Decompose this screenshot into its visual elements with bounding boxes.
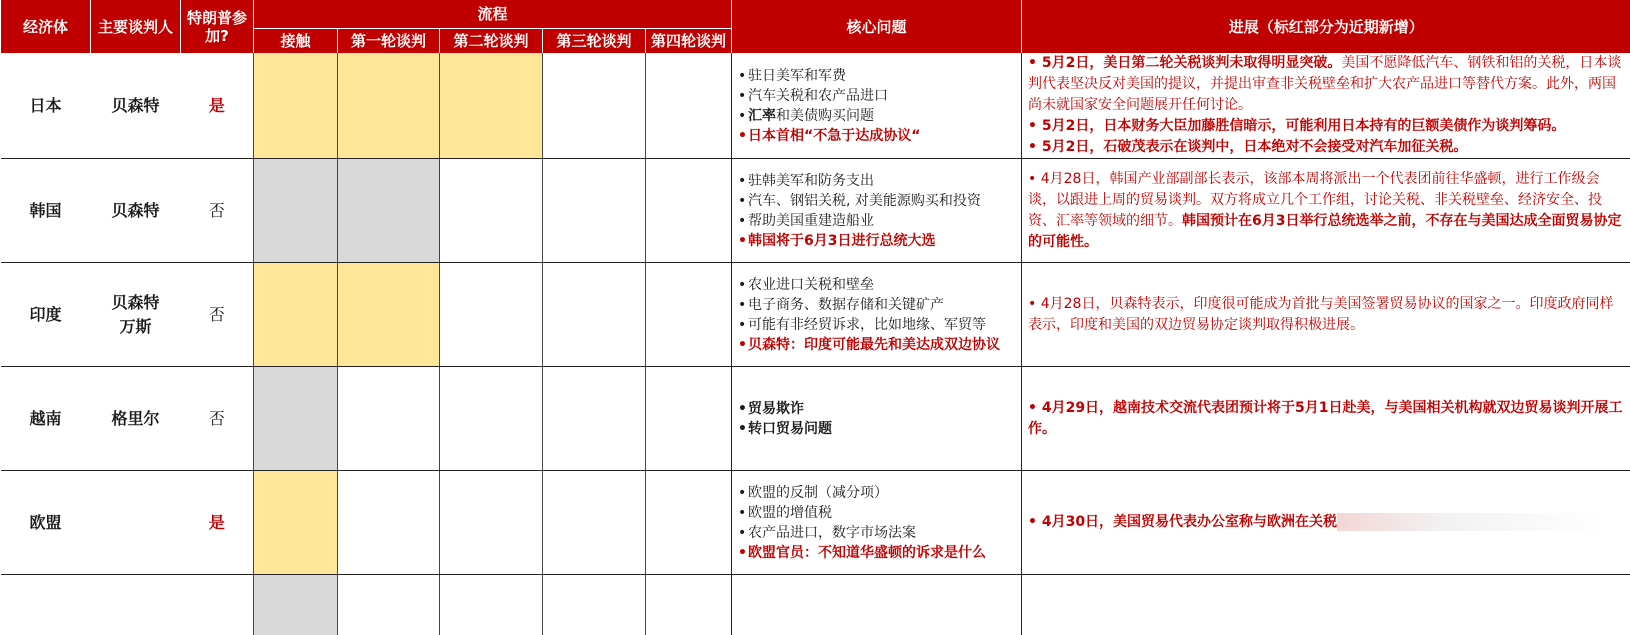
stage-cell [440, 53, 543, 159]
core-issue-item: • 可能有非经贸诉求，比如地缘、军贸等 [738, 315, 1021, 335]
progress-cell [1022, 471, 1630, 575]
progress-entry [1028, 512, 1625, 533]
stage-cell [543, 367, 646, 471]
progress-headline: • 5月2日，美日第二轮关税谈判未取得明显突破。 [1028, 55, 1341, 71]
core-issue-item: • 韩国将于6月3日进行总统大选 [738, 231, 1021, 251]
core-issues-list [738, 275, 1021, 355]
header-stage-round2: 第二轮谈判 [440, 29, 543, 54]
progress-cell [1022, 263, 1630, 367]
negotiator-name: 格里尔 [91, 407, 181, 431]
progress-entry [1028, 116, 1625, 137]
core-issues-cell [732, 471, 1022, 575]
table-row [1, 575, 1630, 635]
progress-entry [1028, 294, 1625, 336]
header-progress: 进展（标红部分为近期新增） [1022, 0, 1630, 53]
stage-cell [646, 53, 732, 159]
header-negotiator: 主要谈判人 [91, 0, 181, 53]
empty-cell [181, 575, 254, 635]
progress-cell [1022, 53, 1630, 159]
core-issue-item: • 农产品进口，数字市场法案 [738, 523, 1021, 543]
stage-cell [440, 367, 543, 471]
trump-attend-cell: 否 [181, 263, 254, 367]
progress-cell [1022, 367, 1630, 471]
negotiator-name: 万斯 [91, 315, 181, 339]
progress-headline: • 4月29日，越南技术交流代表团预计将于5月1日赴美，与美国相关机构就双边贸易谈判开展工作。 [1028, 400, 1623, 437]
header-trump: 特朗普参加? [181, 0, 254, 53]
negotiator-name: 贝森特 [91, 291, 181, 315]
stage-cell [543, 263, 646, 367]
negotiator-name: 贝森特 [91, 199, 181, 223]
core-issues-cell [732, 53, 1022, 159]
economy-cell: 印度 [1, 263, 91, 367]
table-row [1, 53, 1630, 159]
negotiator-cell [91, 471, 181, 575]
header-process: 流程 [254, 0, 732, 29]
stage-cell [543, 53, 646, 159]
negotiator-cell [91, 53, 181, 159]
stage-cell [338, 53, 440, 159]
economy-cell: 越南 [1, 367, 91, 471]
core-issue-item: • 贝森特：印度可能最先和美达成双边协议 [738, 335, 1021, 355]
trump-attend-cell: 否 [181, 367, 254, 471]
obscured-text-overlay [1337, 513, 1607, 531]
header-stage-round1: 第一轮谈判 [338, 29, 440, 54]
stage-cell [646, 263, 732, 367]
core-issue-text: 和美债购买问题 [776, 108, 874, 124]
stage-cell [254, 263, 338, 367]
table-row [1, 471, 1630, 575]
stage-cell [440, 159, 543, 263]
negotiator-name: 贝森特 [91, 94, 181, 118]
progress-detail: • 4月28日，韩国产业部副部长表示，该部本周将派出一个代表团前往华盛顿，进行工作级会谈，以跟进上周的贸易谈判。双方将成立几个工作组，讨论关税、非关税壁垒、经济安全、投资、汇率等领域的细节。 [1028, 171, 1602, 229]
core-issue-item: • 汽车关税和农产品进口 [738, 86, 1021, 106]
economy-cell: 欧盟 [1, 471, 91, 575]
header-stage-round3: 第三轮谈判 [543, 29, 646, 54]
empty-cell [1022, 575, 1630, 635]
progress-entry [1028, 398, 1625, 440]
negotiator-cell [91, 367, 181, 471]
core-issues-cell [732, 159, 1022, 263]
progress-detail: • 4月28日，贝森特表示，印度很可能成为首批与美国签署贸易协议的国家之一。印度政府同样表示，印度和美国的双边贸易协定谈判取得积极进展。 [1028, 296, 1613, 333]
header-stage-round4: 第四轮谈判 [646, 29, 732, 54]
core-issue-item: • 转口贸易问题 [738, 419, 1021, 439]
negotiator-cell [91, 159, 181, 263]
stage-cell [254, 367, 338, 471]
core-issues-list [738, 66, 1021, 146]
empty-cell [732, 575, 1022, 635]
core-issue-emphasis: 汇率 [748, 108, 776, 124]
empty-cell [338, 575, 440, 635]
core-issues-cell [732, 263, 1022, 367]
stage-cell [543, 471, 646, 575]
progress-entry [1028, 53, 1625, 116]
core-issue-item: • 电子商务、数据存储和关键矿产 [738, 295, 1021, 315]
stage-cell [440, 263, 543, 367]
core-issue-item [738, 106, 1021, 126]
stage-cell [338, 471, 440, 575]
trump-attend-cell: 是 [181, 53, 254, 159]
stage-cell [646, 471, 732, 575]
progress-headline: • 5月2日，日本财务大臣加藤胜信暗示，可能利用日本持有的巨额美债作为谈判筹码。 [1028, 118, 1565, 134]
empty-cell [91, 575, 181, 635]
core-issue-item: • 驻韩美军和防务支出 [738, 171, 1021, 191]
negotiator-cell [91, 263, 181, 367]
progress-headline: • 4月30日，美国贸易代表办公室称与欧洲在关税 [1028, 514, 1337, 530]
table-row [1, 159, 1630, 263]
core-issue-item: • 欧盟官员：不知道华盛顿的诉求是什么 [738, 543, 1021, 563]
core-issue-item: • 日本首相“不急于达成协议“ [738, 126, 1021, 146]
stage-cell [646, 367, 732, 471]
header-core-issues: 核心问题 [732, 0, 1022, 53]
table-row [1, 263, 1630, 367]
progress-detail: 美国不愿降低汽车、钢铁和铝的关税，日本谈判代表坚决反对美国的提议，并提出审查非关税壁垒和扩大农产品进口等替代方案。此外，两国尚未就国家安全问题展开任何讨论。 [1028, 55, 1621, 113]
progress-entry [1028, 169, 1625, 253]
stage-cell [440, 471, 543, 575]
stage-cell [254, 53, 338, 159]
core-issue-item: • 贸易欺诈 [738, 399, 1021, 419]
economy-cell: 日本 [1, 53, 91, 159]
core-issue-item: • 欧盟的反制（减分项） [738, 483, 1021, 503]
core-issue-item: • 帮助美国重建造船业 [738, 211, 1021, 231]
progress-entry [1028, 137, 1625, 158]
economy-cell: 韩国 [1, 159, 91, 263]
stage-cell [338, 263, 440, 367]
core-issue-item: • 汽车、钢铝关税, 对美能源购买和投资 [738, 191, 1021, 211]
empty-cell [1, 575, 91, 635]
header-stage-contact: 接触 [254, 29, 338, 54]
core-issue-item: • 农业进口关税和壁垒 [738, 275, 1021, 295]
progress-emphasis: 韩国预计在6月3日举行总统选举之前，不存在与美国达成全面贸易协定的可能性。 [1028, 213, 1621, 250]
empty-cell [646, 575, 732, 635]
core-issues-list [738, 483, 1021, 563]
empty-cell [543, 575, 646, 635]
core-issue-item: • 欧盟的增值税 [738, 503, 1021, 523]
empty-cell [254, 575, 338, 635]
stage-cell [254, 159, 338, 263]
progress-headline: • 5月2日，石破茂表示在谈判中，日本绝对不会接受对汽车加征关税。 [1028, 139, 1467, 155]
core-issues-list [738, 399, 1021, 439]
progress-cell [1022, 159, 1630, 263]
header-economy: 经济体 [1, 0, 91, 53]
core-issues-cell [732, 367, 1022, 471]
empty-cell [440, 575, 543, 635]
table-row [1, 367, 1630, 471]
core-issues-list [738, 171, 1021, 251]
stage-cell [338, 367, 440, 471]
trump-attend-cell: 是 [181, 471, 254, 575]
stage-cell [543, 159, 646, 263]
core-issue-item: • 驻日美军和军费 [738, 66, 1021, 86]
trump-attend-cell: 否 [181, 159, 254, 263]
stage-cell [646, 159, 732, 263]
stage-cell [338, 159, 440, 263]
stage-cell [254, 471, 338, 575]
